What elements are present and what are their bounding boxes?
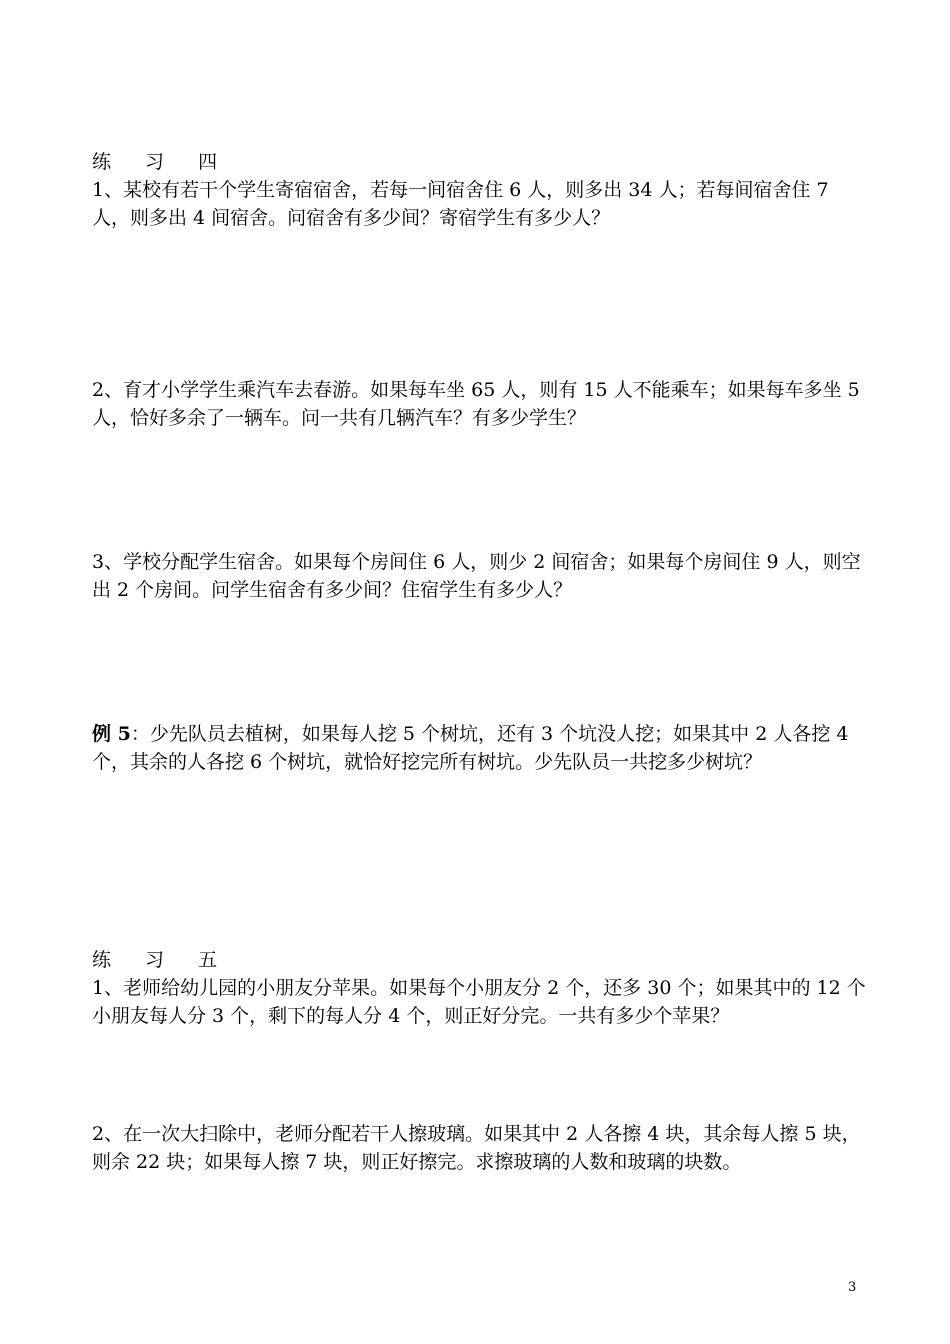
page-number: 3 (848, 1280, 857, 1295)
exercise-5-heading: 练 习 五 (92, 949, 232, 971)
example-5-label: 例 5 (92, 723, 131, 745)
example-5-text: ：少先队员去植树，如果每人挖 5 个树坑，还有 3 个坑没人挖；如果其中 2 人各挖 4 个，其余的人各挖 6 个树坑，就恰好挖完所有树坑。少先队员一共挖多少树坑？ (92, 723, 849, 773)
exercise-4-heading: 练 习 四 (92, 151, 232, 173)
exercise-4-question-3: 3、学校分配学生宿舍。如果每个房间住 6 人，则少 2 间宿舍；如果每个房间住 9 人，则空出 2 个房间。问学生宿舍有多少间？住宿学生有多少人？ (92, 551, 861, 601)
exercise-4-question-1: 1、某校有若干个学生寄宿宿舍，若每一间宿舍住 6 人，则多出 34 人；若每间宿舍住 7 人，则多出 4 间宿舍。问宿舍有多少间？寄宿学生有多少人？ (92, 179, 829, 229)
exercise-4-question-2: 2、育才小学学生乘汽车去春游。如果每车坐 65 人，则有 15 人不能乘车；如果每车多坐 5 人，恰好多余了一辆车。问一共有几辆汽车？有多少学生？ (92, 379, 860, 429)
exercise-5-question-2: 2、在一次大扫除中，老师分配若干人擦玻璃。如果其中 2 人各擦 4 块，其余每人擦 5 块，则余 22 块；如果每人擦 7 块，则正好擦完。求擦玻璃的人数和玻璃的块数。 (92, 1123, 861, 1173)
exercise-5-question-1: 1、老师给幼儿园的小朋友分苹果。如果每个小朋友分 2 个，还多 30 个；如果其中的 12 个小朋友每人分 3 个，剩下的每人分 4 个，则正好分完。一共有多少个苹果？ (92, 977, 866, 1027)
example-5 (92, 720, 872, 776)
